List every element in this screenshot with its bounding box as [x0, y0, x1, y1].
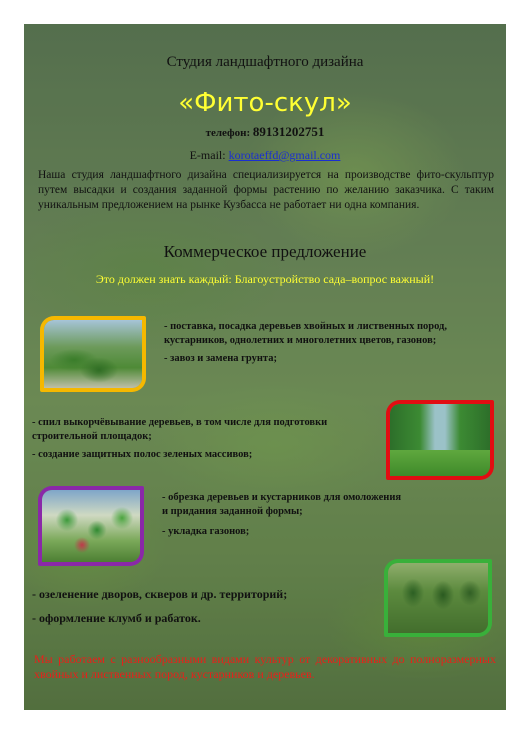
- services-group-1: [164, 320, 494, 366]
- photo-garden-hedges: [40, 316, 146, 392]
- services-group-2: [32, 416, 372, 462]
- photo-topiary-sculptures: [38, 486, 144, 566]
- phone-number: 89131202751: [252, 124, 325, 139]
- email-line: [24, 148, 506, 163]
- footer-note: Мы работаем с разнообразными видами культур от декоративных до полноразмерных хвойных и лиственных пород, кустарников и деревьев.: [34, 652, 496, 681]
- service-item: - обрезка деревьев и кустарников для омоложения и придания заданной формы;: [162, 492, 402, 517]
- phone-label: телефон:: [205, 127, 251, 139]
- service-item: - оформление клумб и рабаток.: [32, 611, 201, 625]
- service-item: - укладка газонов;: [162, 526, 250, 537]
- intro-paragraph: Наша студия ландшафтного дизайна специализируется на производстве фито-скульптур путем высадки и создания заданной формы растению по желанию заказчика. С таким уникальным предложением на рынке Кузбасса не работает ни одна компания.: [38, 169, 494, 211]
- motto: Это должен знать каждый: Благоустройство сада–вопрос важный!: [95, 272, 435, 286]
- flyer-page: [24, 24, 506, 710]
- service-item: - создание защитных полос зеленых массивов;: [32, 449, 253, 460]
- services-group-3: [162, 491, 402, 539]
- service-item: - спил выкорчёвывание деревьев, в том числе для подготовки строительной площадок;: [32, 417, 328, 442]
- offer-title: Коммерческое предложение: [163, 242, 367, 261]
- photo-tree-alley: [386, 400, 494, 480]
- brand-name: «Фито-скул»: [178, 88, 352, 118]
- phone-line: [24, 124, 506, 140]
- photo-clipped-shrubs: [384, 559, 492, 637]
- email-link[interactable]: korotaeffd@gmail.com: [228, 148, 341, 162]
- services-group-4: [32, 584, 382, 628]
- email-label: E-mail:: [189, 148, 226, 162]
- service-item: - поставка, посадка деревьев хвойных и лиственных пород, кустарников, однолетних и многолетних цветов, газонов;: [164, 321, 447, 346]
- service-item: - озеленение дворов, скверов и др. территорий;: [32, 587, 288, 601]
- studio-title: Студия ландшафтного дизайна: [166, 54, 364, 70]
- service-item: - завоз и замена грунта;: [164, 353, 277, 364]
